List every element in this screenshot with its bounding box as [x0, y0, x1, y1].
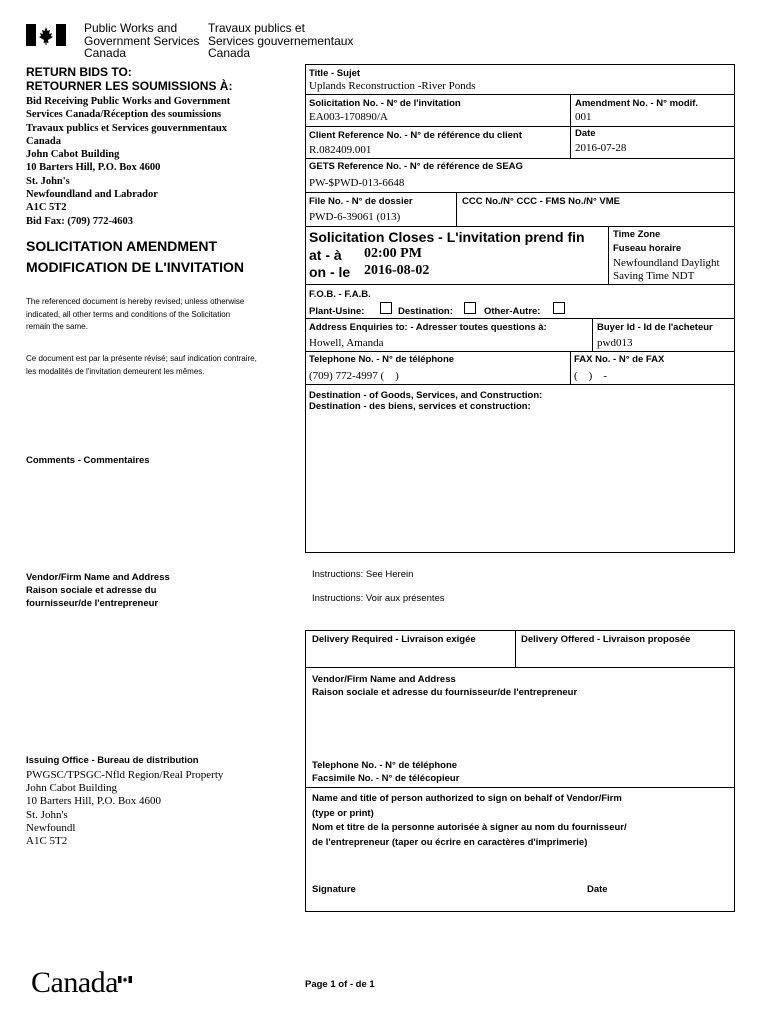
issuing-office-address: PWGSC/TPSGC-Nfld Region/Real Property John Cabot Building 10 Barters Hill, P.O. Box 4600 St. John's Newfoundl A1C 5T2 [26, 769, 224, 848]
telephone-value: (709) 772-4997 ( ) [309, 370, 399, 382]
at-label: at - à [309, 247, 342, 263]
on-label: on - le [309, 264, 351, 280]
time-zone-label: Time Zone Fuseau horaire [613, 229, 682, 254]
vendor-firm-label: Vendor/Firm Name and Address Raison sociale et adresse du fournisseur/de l'entrepreneur [312, 674, 578, 698]
solicitation-number-label: Solicitation No. - N° de l'invitation [309, 98, 461, 109]
title-value: Uplands Reconstruction -River Ponds [309, 80, 476, 92]
date-label: Date [575, 128, 596, 139]
delivery-offered-label: Delivery Offered - Livraison proposée [521, 634, 691, 645]
title-label: Title - Sujet [309, 68, 361, 79]
page-number: Page 1 of - de 1 [305, 979, 375, 990]
comments-label: Comments - Commentaires [26, 455, 150, 466]
address-enquiries-value: Howell, Amanda [309, 337, 384, 349]
amendment-note-fr: Ce document est par la présente révisé; sauf indication contraire, les modalités de l'invitation demeurent les mêmes. [26, 354, 257, 376]
client-reference-value: R.082409.001 [309, 144, 372, 156]
gets-reference-value: PW-$PWD-013-6648 [309, 177, 405, 189]
amendment-number-label: Amendment No. - N° modif. [575, 98, 699, 109]
fax-label: FAX No. - N° de FAX [574, 354, 665, 365]
canada-flag-icon [26, 24, 66, 46]
issuing-office-label: Issuing Office - Bureau de distribution [26, 755, 199, 766]
fax-value: ( ) - [574, 370, 607, 382]
file-number-label: File No. - N° de dossier [309, 196, 413, 207]
buyer-id-value: pwd013 [597, 337, 633, 349]
amendment-number-value: 001 [575, 111, 592, 123]
buyer-id-label: Buyer Id - Id de l'acheteur [597, 322, 713, 333]
closing-time-value: 02:00 PM [364, 246, 422, 261]
instructions-fr: Instructions: Voir aux présentes [312, 593, 445, 604]
amendment-note-en: The referenced document is hereby revised; unless otherwise indicated, all other terms and conditions of the Solicitation remain the same. [26, 297, 245, 331]
authorized-person-label: Name and title of person authorized to sign on behalf of Vendor/Firm (type or print) Nom et titre de la personne autorisée à signer au nom du fournisseur/ de l'entrepreneur (taper ou écrire en caractères d'imprimerie) [312, 793, 627, 848]
vendor-fax-label: Facsimile No. - N° de télécopieur [312, 773, 460, 784]
signature-label: Signature [312, 884, 356, 895]
delivery-required-label: Delivery Required - Livraison exigée [312, 634, 476, 645]
plant-checkbox[interactable] [380, 302, 392, 314]
return-bids-address: Bid Receiving Public Works and Government Services Canada/Réception des soumissions Travaux publics et Services gouvernmentaux Canada John Cabot Building 10 Barters Hill, P.O. Box 4600 St. John's Newfoundland and Labrador A1C 5T2 Bid Fax: (709) 772-4603 [26, 96, 231, 227]
solicitation-closes-label: Solicitation Closes - L'invitation prend fin [309, 229, 585, 245]
signature-date-label: Date [587, 884, 608, 895]
return-bids-title: RETURN BIDS TO: RETOURNER LES SOUMISSIONS À: [26, 65, 233, 93]
department-name-en: Public Works and Government Services Canada [84, 21, 200, 60]
fob-label: F.O.B. - F.A.B. [309, 289, 371, 300]
file-number-value: PWD-6-39061 (013) [309, 211, 401, 223]
ccc-number-label: CCC No./N° CCC - FMS No./N° VME [462, 196, 621, 207]
destination-goods-label: Destination - of Goods, Services, and Construction: Destination - des biens, services et construction: [309, 390, 543, 412]
solicitation-number-value: EA003-170890/A [309, 111, 388, 123]
destination-checkbox[interactable] [464, 302, 476, 314]
closing-date-value: 2016-08-02 [364, 263, 430, 278]
date-value: 2016-07-28 [575, 142, 627, 154]
gets-reference-label: GETS Reference No. - N° de référence de SEAG [309, 161, 523, 172]
wordmark-flag-icon [118, 970, 132, 977]
department-name-fr: Travaux publics et Services gouvernementaux Canada [208, 21, 354, 60]
destination-label: Destination: [398, 306, 453, 317]
vendor-telephone-label: Telephone No. - N° de téléphone [312, 760, 458, 771]
other-checkbox[interactable] [553, 302, 565, 314]
amendment-title: SOLICITATION AMENDMENT MODIFICATION DE L'INVITATION [26, 238, 244, 275]
canada-wordmark: Canada [31, 966, 118, 999]
plant-label: Plant-Usine: [309, 306, 365, 317]
vendor-name-address-label: Vendor/Firm Name and Address Raison sociale et adresse du fournisseur/de l'entrepreneur [26, 572, 170, 609]
instructions-en: Instructions: See Herein [312, 569, 414, 580]
time-zone-value: Newfoundland Daylight Saving Time NDT [613, 257, 720, 282]
telephone-label: Telephone No. - N° de téléphone [309, 354, 455, 365]
address-enquiries-label: Address Enquiries to: - Adresser toutes questions à: [309, 322, 547, 333]
client-reference-label: Client Reference No. - N° de référence du client [309, 130, 522, 141]
other-label: Other-Autre: [484, 306, 541, 317]
